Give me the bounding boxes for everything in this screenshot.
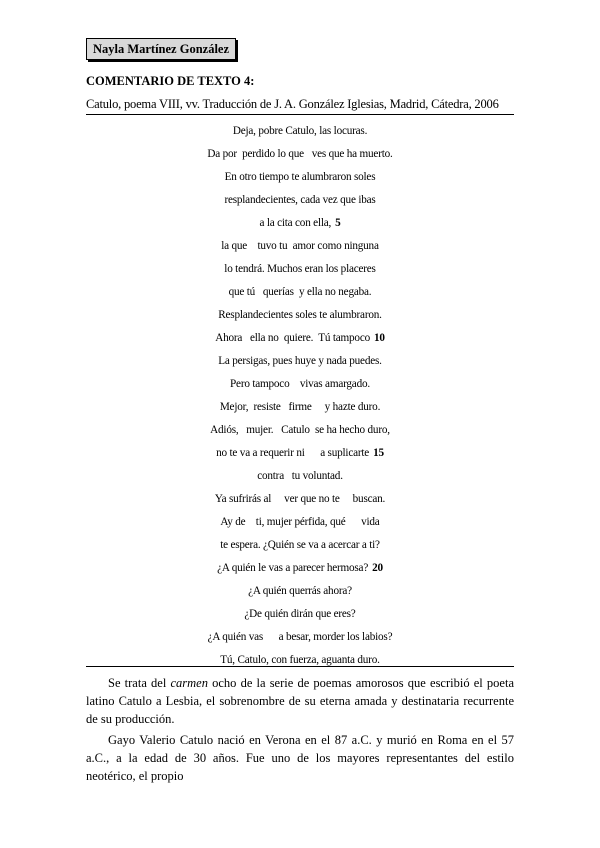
poem-line: [86, 536, 514, 559]
poem-line: [86, 352, 514, 375]
poem-line: [86, 237, 514, 260]
poem-line: [86, 122, 514, 145]
poem-line-text: no te va a requerir ni a suplicarte: [216, 447, 370, 459]
paragraph-1-start: Se trata del: [108, 676, 171, 690]
poem-line-text: contra tu voluntad.: [257, 470, 343, 482]
poem-line: [86, 651, 514, 674]
poem-line: [86, 398, 514, 421]
poem-line: [86, 191, 514, 214]
poem-line-text: Adiós, mujer. Catulo se ha hecho duro,: [210, 424, 390, 436]
poem-line-text: ¿A quién le vas a parecer hermosa?: [217, 562, 369, 574]
poem: [86, 122, 514, 674]
poem-line-text: lo tendrá. Muchos eran los placeres: [224, 263, 376, 275]
poem-line: [86, 467, 514, 490]
author-name: Nayla Martínez González: [92, 41, 230, 56]
top-divider: [86, 114, 514, 115]
poem-line: [86, 421, 514, 444]
poem-line-text: ¿De quién dirán que eres?: [244, 608, 356, 620]
commentary-paragraph-2: Gayo Valerio Catulo nació en Verona en el 87 a.C. y murió en Roma en el 57 a.C., a la edad de 30 años. Fue uno de los mayores representantes del estilo neotérico, el propio: [86, 733, 514, 783]
poem-line-text: la que tuvo tu amor como ninguna: [221, 240, 379, 252]
poem-line: [86, 513, 514, 536]
poem-line-text: En otro tiempo te alumbraron soles: [224, 171, 376, 183]
paragraph-1-italic: carmen: [170, 676, 208, 690]
poem-line-text: Deja, pobre Catulo, las locuras.: [232, 125, 368, 137]
poem-line: [86, 283, 514, 306]
poem-line: [86, 306, 514, 329]
poem-line: [86, 260, 514, 283]
poem-line-text: Pero tampoco vivas amargado.: [230, 378, 370, 390]
poem-line-text: Tú, Catulo, con fuerza, aguanta duro.: [220, 654, 380, 666]
poem-line: [86, 145, 514, 168]
bottom-divider: [86, 666, 514, 667]
paragraph-1-end: ocho de la serie de poemas amorosos que escribió el poeta latino Catulo a Lesbia, el sobrenombre de su eterna amada y destinataria recurrente de su producción.: [86, 676, 514, 726]
poem-line: [86, 605, 514, 628]
poem-line-text: Ya sufrirás al ver que no te buscan.: [214, 493, 386, 505]
source-citation: Catulo, poema VIII, vv. Traducción de J. A. González Iglesias, Madrid, Cátedra, 2006: [86, 97, 499, 111]
poem-line: [86, 444, 514, 467]
poem-line: [86, 559, 514, 582]
poem-line-text: ¿A quién querrás ahora?: [248, 585, 352, 597]
poem-line: [86, 214, 514, 237]
poem-line-text: a la cita con ella,: [259, 217, 332, 229]
poem-line: [86, 628, 514, 651]
poem-line: [86, 582, 514, 605]
poem-line-text: Ay de ti, mujer pérfida, qué vida: [220, 516, 380, 528]
poem-line-text: Ahora ella no quiere. Tú tampoco: [215, 332, 370, 344]
poem-line: [86, 168, 514, 191]
poem-line-text: ¿A quién vas a besar, morder los labios?: [207, 631, 393, 643]
commentary-paragraph-1: [86, 674, 514, 728]
verse-number: 10: [373, 332, 385, 344]
poem-line-text: La persigas, pues huye y nada puedes.: [218, 355, 382, 367]
poem-line-text: te espera. ¿Quién se va a acercar a ti?: [220, 539, 380, 551]
poem-line-text: Da por perdido lo que ves que ha muerto.: [207, 148, 393, 160]
verse-number: 15: [373, 447, 384, 459]
poem-line: [86, 329, 514, 352]
verse-number: 5: [335, 217, 341, 229]
poem-line-text: Mejor, resiste firme y hazte duro.: [219, 401, 381, 413]
poem-line: [86, 375, 514, 398]
document-title: COMENTARIO DE TEXTO 4:: [86, 74, 255, 88]
author-name-box: [86, 38, 236, 60]
poem-line: [86, 490, 514, 513]
poem-line-text: que tú querías y ella no negaba.: [228, 286, 372, 298]
verse-number: 20: [372, 562, 383, 574]
poem-line-text: Resplandecientes soles te alumbraron.: [218, 309, 382, 321]
poem-line-text: resplandecientes, cada vez que ibas: [224, 194, 376, 206]
